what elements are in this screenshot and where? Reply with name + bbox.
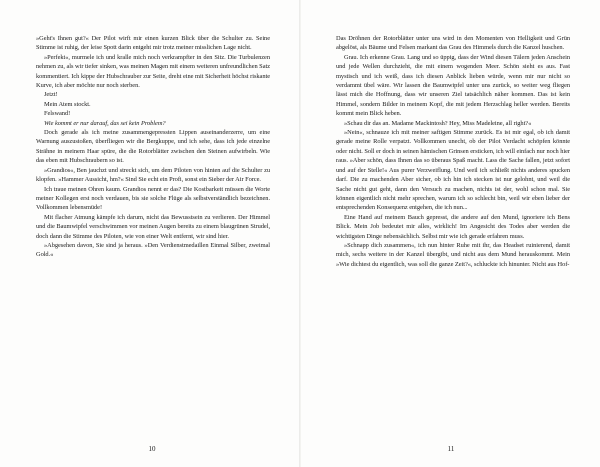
right-paragraph-3: »Schau dir das an. Madame Mackintosh? Hey, Miss Madeleine, all right?« (344, 119, 532, 127)
right-paragraph-6: »Schnapp dich zusammen«, ich nun hinter Ruhe mit ihr, das Headset ruinierend, damit mich, sechs weitere in der Kanzel übergibt, und nicht aus dem Mund herauskommt. Mein »Wie dichtest du eigentlich, was soll die ganze Zeit?«, schluckte ich hinunter. Nicht aus Hof- (336, 241, 570, 268)
left-paragraph-5: Felswand! (44, 110, 71, 118)
left-paragraph-11: »Abgesehen davon, Sie sind ja heraus. »Den Verdienstmedaillen Einmal Silber, zweimal Gold.« (36, 241, 270, 259)
left-paragraph-8: »Grandios«, Ben jauchzt und streckt sich, um dem Piloten von hinten auf die Schulter zu klopfen. »Hammer Aussicht, hm?« Sind Sie echt ein Profi, sonst ein Sieber der Air Force. (36, 166, 270, 184)
right-paragraph-4: »Nein«, schnauze ich mit meiner saftigen Stimme zurück. Es ist mir egal, ob ich damit gerade meine Rolle verpatzt. Vollkommen unecht, ob der Pilot Verdacht schöpfen könnte oder nicht. Soll er doch in seinen hämischen Grinsen ersticken, ich will einfach nur noch hier raus. »Aber schön, dass Ihnen das so überaus Spaß macht. Lass die Sache fallen, jetzt sofort und auf der Stelle!« Aus purer Verzweiflung. Und weil ich schließt nichts anderes spucken darf. Die zu machenden Aber sicher, ob ich hin ich stecken ist nur gelohnt, und weil die Sache nicht gut geht, dann den Versuch zu machen, nichts ist der, wohl schon mal. Sie können eigentlich nicht mehr sprechen, warum ich so schlecht bin, weil wir eben lieber der entsprechenden Konsequenz entgehen, die ich nun... (336, 129, 570, 212)
left-paragraph-4: Mein Atem stockt. (44, 100, 91, 108)
left-paragraph-2: »Perfekt«, murmele ich und kralle mich noch verkrampfter in den Sitz. Die Turbulenzen nehmen zu, als wir tiefer sinken, was meinen Magen mit einem weiteren unfreundlichen Satz kommentiert. Ich kippe der Hubschrauber zur Seite, dreht eine mit Sicherheit höchst riskante Kurve, ich aber möchte nur noch sterben. (36, 53, 270, 90)
right-paragraph-5: Eine Hand auf meinem Bauch gepresst, die andere auf den Mund, ignoriere ich Bens Blick. Mein Job bedeutet mir alles, wirklich! Im Angesicht des Todes aber werden die wichtigsten Dinge nebensächlich. Selbst mir wie ich gerade erfahren muss. (336, 213, 570, 240)
left-paragraph-9: Ich traue meinen Ohren kaum. Grandios nennt er das? Die Kostbarkeit müssen die Worte meiner Kollegen erst noch verdauen, bis sie solche Flüge als selbstverständlich bezeichnen. Vollkommen lebensmüde! (36, 185, 270, 212)
book-gutter (299, 0, 301, 467)
left-page-number: 10 (148, 445, 156, 453)
left-paragraph-3: Jetzt! (44, 91, 58, 99)
right-paragraph-2: Grau. Ich erkenne Grau. Lang und so üppig, dass der Wind diesen Tälern jeden Anschein und jede Wellen durchzieht, die mit einem wogenden Meer. Schön sieht es aus. Fast mystisch und ich weiß, dass ich diesen Anblick lieben würde, wenn mir nur nicht so verdammt übel wäre. Wir lassen die Baumwipfel unter uns zurück, so weiter weg fliegen lässt mich die Hoffnung, dass wir unseren Ziel tatsächlich näher kommen. Das ist kein Himmel, sondern Bilder in meinem Kopf, die mit jedem Herzschlag heller werden. Bereits kommt mein Blick heben. (336, 53, 570, 118)
right-paragraph-1: Das Dröhnen der Rotorblätter unter uns wird in den Momenten von Helligkeit und Grün abgelöst, als Bäume und Felsen markant das Grau des Himmels durch die Kanzel huschen. (336, 35, 570, 52)
left-paragraph-1: »Geht's Ihnen gut?« Der Pilot wirft mir einen kurzen Blick über die Schulter zu. Seine Stimme ist ruhig, der leise Spott darin entgeht mir trotz meiner misslichen Lage nicht. (36, 35, 270, 52)
left-paragraph-7: Doch gerade als ich meine zusammengepressten Lippen auseinanderzerre, um eine Warnung auszustoßen, überfliegen wir die Bergkuppe, und ich sehe, dass ich jede einzelne Strähne in meinem Haar spüre, die die Rotorblätter zwischen den Steinen aufwirbeln. Wie das eben mit Hubschraubern so ist. (36, 129, 270, 165)
left-paragraph-6: Wie kommt er nur darauf, das sei kein Problem? (44, 119, 166, 127)
left-page (36, 34, 270, 260)
right-page (336, 34, 570, 269)
left-paragraph-10: Mit flacher Atmung kämpfe ich darum, nicht das Bewusstsein zu verlieren. Der Himmel und die Baumwipfel verschwimmen vor meinen Augen bereits zu einem blaugrünen Strudel, doch dann die Stimme des Piloten, wie von einer Welt entfernt, wir sind hier. (36, 213, 270, 240)
right-page-number: 11 (447, 445, 455, 453)
